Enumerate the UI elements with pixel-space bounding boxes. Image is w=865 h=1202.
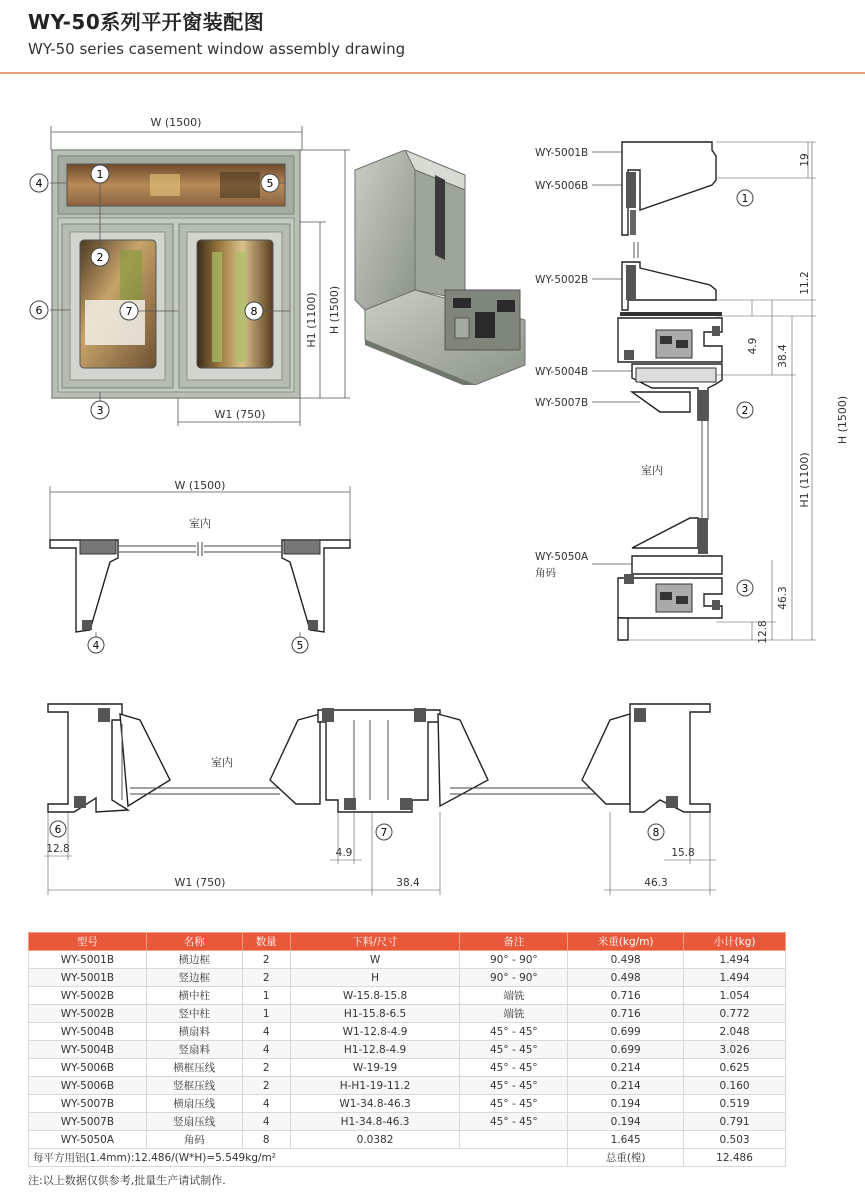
cell-model: WY-5001B	[29, 951, 147, 969]
hsec-bottom-dim-46-3: 46.3	[644, 877, 668, 889]
svg-text:5: 5	[296, 640, 304, 652]
table-row	[29, 1059, 786, 1077]
table-row	[29, 1131, 786, 1149]
hsec-bottom-w1-label: W1 (750)	[174, 876, 226, 889]
cell-weight-per-m: 0.699	[568, 1023, 684, 1041]
vsec-dim-46-3: 46.3	[777, 586, 789, 610]
cell-qty: 2	[242, 951, 290, 969]
vsec-label-5001b: WY-5001B	[535, 147, 589, 159]
cell-subtotal: 0.503	[684, 1131, 786, 1149]
cell-qty: 1	[242, 987, 290, 1005]
table-header-row	[29, 933, 786, 951]
table-row	[29, 1113, 786, 1131]
cell-name: 竖扇压线	[146, 1113, 242, 1131]
hsec-bottom-dim-12-8: 12.8	[46, 843, 70, 855]
svg-text:3: 3	[741, 583, 749, 595]
hsec-bottom-dim-15-8: 15.8	[671, 847, 695, 859]
cell-remark: 45° - 45°	[460, 1113, 568, 1131]
vsec-label-5050a: WY-5050A	[535, 551, 589, 563]
hsec-top-width-label: W (1500)	[174, 479, 226, 492]
table-row	[29, 1095, 786, 1113]
table-row	[29, 951, 786, 969]
vsec-label-5006b: WY-5006B	[535, 180, 589, 192]
cell-subtotal: 0.791	[684, 1113, 786, 1131]
cell-qty: 4	[242, 1023, 290, 1041]
col-header-qty: 数量	[242, 933, 290, 951]
cell-model: WY-5007B	[29, 1095, 147, 1113]
col-header-model: 型号	[29, 933, 147, 951]
footnote: 注:以上数据仅供参考,批量生产请试制作.	[28, 1174, 226, 1187]
footer-aluminum-usage: 每平方用铝(1.4mm):12.486/(W*H)=5.549kg/m²	[29, 1149, 568, 1167]
table-row	[29, 1077, 786, 1095]
cell-cut-size: W1-34.8-46.3	[290, 1095, 460, 1113]
cell-remark: 端铣	[460, 987, 568, 1005]
vsec-label-5002b: WY-5002B	[535, 274, 589, 286]
cell-weight-per-m: 0.214	[568, 1059, 684, 1077]
cell-subtotal: 2.048	[684, 1023, 786, 1041]
svg-text:8: 8	[652, 827, 660, 839]
col-header-weight-per-m: 米重(kg/m)	[568, 933, 684, 951]
cell-subtotal: 0.772	[684, 1005, 786, 1023]
cell-qty: 4	[242, 1095, 290, 1113]
hsec-bottom-dim-4-9: 4.9	[335, 847, 353, 859]
vsec-dim-4-9: 4.9	[747, 337, 759, 355]
cell-cut-size: W-19-19	[290, 1059, 460, 1077]
cell-remark: 45° - 45°	[460, 1059, 568, 1077]
elevation-width-label: W (1500)	[150, 116, 202, 129]
cell-subtotal: 0.625	[684, 1059, 786, 1077]
elevation-height-label: H (1500)	[328, 285, 341, 335]
material-spec-table	[28, 932, 786, 1167]
cell-qty: 1	[242, 1005, 290, 1023]
footer-total-label: 总重(樘)	[568, 1149, 684, 1167]
cell-weight-per-m: 0.498	[568, 951, 684, 969]
elevation-w1-label: W1 (750)	[214, 408, 266, 421]
vsec-dim-12-8: 12.8	[757, 620, 769, 644]
svg-text:1: 1	[96, 168, 104, 181]
cell-model: WY-5050A	[29, 1131, 147, 1149]
col-header-name: 名称	[146, 933, 242, 951]
elevation-h1-label: H1 (1100)	[305, 292, 318, 348]
cell-cut-size: H	[290, 969, 460, 987]
svg-text:5: 5	[266, 177, 274, 190]
table-row	[29, 1023, 786, 1041]
hsec-bottom-callout-7	[376, 824, 392, 840]
svg-text:2: 2	[96, 251, 104, 264]
svg-text:3: 3	[96, 404, 104, 417]
col-header-subtotal: 小计(kg)	[684, 933, 786, 951]
col-header-cut-size: 下料/尺寸	[290, 933, 460, 951]
svg-text:1: 1	[741, 193, 749, 205]
vsec-indoor-label: 室内	[641, 464, 663, 477]
cell-weight-per-m: 0.194	[568, 1095, 684, 1113]
cell-model: WY-5006B	[29, 1059, 147, 1077]
cell-cut-size: H1-34.8-46.3	[290, 1113, 460, 1131]
svg-text:4: 4	[35, 177, 43, 190]
table-footer-row	[29, 1149, 786, 1167]
cell-weight-per-m: 0.716	[568, 1005, 684, 1023]
cell-subtotal: 0.519	[684, 1095, 786, 1113]
cell-qty: 4	[242, 1041, 290, 1059]
svg-text:4: 4	[92, 640, 100, 652]
table-row	[29, 1041, 786, 1059]
col-header-remark: 备注	[460, 933, 568, 951]
cell-remark	[460, 1131, 568, 1149]
cell-weight-per-m: 0.699	[568, 1041, 684, 1059]
cell-qty: 2	[242, 1059, 290, 1077]
cell-remark: 45° - 45°	[460, 1041, 568, 1059]
cell-remark: 90° - 90°	[460, 969, 568, 987]
cell-qty: 2	[242, 1077, 290, 1095]
cell-name: 横扇压线	[146, 1095, 242, 1113]
vsec-h-label: H (1500)	[836, 395, 849, 445]
table-row	[29, 987, 786, 1005]
cell-name: 竖框压线	[146, 1077, 242, 1095]
cell-qty: 4	[242, 1113, 290, 1131]
cell-model: WY-5006B	[29, 1077, 147, 1095]
cell-model: WY-5004B	[29, 1023, 147, 1041]
table-row	[29, 969, 786, 987]
cell-subtotal: 1.494	[684, 969, 786, 987]
cell-name: 竖边框	[146, 969, 242, 987]
cell-weight-per-m: 0.716	[568, 987, 684, 1005]
page-title-en: WY-50 series casement window assembly drawing	[28, 40, 406, 58]
svg-text:7: 7	[125, 305, 133, 318]
cell-weight-per-m: 0.214	[568, 1077, 684, 1095]
cell-qty: 8	[242, 1131, 290, 1149]
cell-name: 横扇料	[146, 1023, 242, 1041]
cell-cut-size: H1-15.8-6.5	[290, 1005, 460, 1023]
footer-total-value: 12.486	[684, 1149, 786, 1167]
cell-subtotal: 1.054	[684, 987, 786, 1005]
svg-text:6: 6	[35, 304, 43, 317]
cell-cut-size: 0.0382	[290, 1131, 460, 1149]
svg-text:2: 2	[741, 405, 749, 417]
cell-name: 横边框	[146, 951, 242, 969]
cell-cut-size: W-15.8-15.8	[290, 987, 460, 1005]
cell-remark: 端铣	[460, 1005, 568, 1023]
cell-cut-size: W1-12.8-4.9	[290, 1023, 460, 1041]
cell-subtotal: 0.160	[684, 1077, 786, 1095]
cell-model: WY-5007B	[29, 1113, 147, 1131]
hsec-bottom-callout-8	[648, 824, 664, 840]
cell-name: 竖扇料	[146, 1041, 242, 1059]
vsec-dim-19: 19	[799, 153, 811, 167]
hsec-bottom-indoor-label: 室内	[211, 756, 233, 769]
cell-weight-per-m: 0.194	[568, 1113, 684, 1131]
cell-name: 横中柱	[146, 987, 242, 1005]
svg-text:8: 8	[250, 305, 258, 318]
vsec-label-5007b: WY-5007B	[535, 397, 589, 409]
cell-cut-size: W	[290, 951, 460, 969]
cell-model: WY-5002B	[29, 1005, 147, 1023]
cell-remark: 45° - 45°	[460, 1023, 568, 1041]
svg-text:6: 6	[54, 824, 62, 836]
cell-name: 横框压线	[146, 1059, 242, 1077]
svg-text:7: 7	[380, 827, 388, 839]
page-title-cn: WY-50系列平开窗装配图	[28, 10, 265, 34]
cell-model: WY-5001B	[29, 969, 147, 987]
cell-weight-per-m: 0.498	[568, 969, 684, 987]
cell-cut-size: H1-12.8-4.9	[290, 1041, 460, 1059]
vsec-label-corner: 角码	[535, 567, 556, 579]
hsec-bottom-dim-38-4: 38.4	[396, 877, 420, 889]
cell-name: 角码	[146, 1131, 242, 1149]
table-row	[29, 1005, 786, 1023]
cell-weight-per-m: 1.645	[568, 1131, 684, 1149]
vsec-dim-11-2: 11.2	[799, 271, 811, 295]
cell-qty: 2	[242, 969, 290, 987]
cell-model: WY-5004B	[29, 1041, 147, 1059]
cell-model: WY-5002B	[29, 987, 147, 1005]
cell-name: 竖中柱	[146, 1005, 242, 1023]
cell-remark: 90° - 90°	[460, 951, 568, 969]
vsec-dim-38-4: 38.4	[777, 344, 789, 368]
cell-remark: 45° - 45°	[460, 1095, 568, 1113]
vsec-label-5004b: WY-5004B	[535, 366, 589, 378]
cell-subtotal: 3.026	[684, 1041, 786, 1059]
hsec-top-indoor-label: 室内	[189, 517, 211, 530]
cell-remark: 45° - 45°	[460, 1077, 568, 1095]
cell-cut-size: H-H1-19-11.2	[290, 1077, 460, 1095]
vsec-h1-label: H1 (1100)	[798, 452, 811, 508]
hsec-bottom-callout-6	[50, 821, 66, 837]
cell-subtotal: 1.494	[684, 951, 786, 969]
